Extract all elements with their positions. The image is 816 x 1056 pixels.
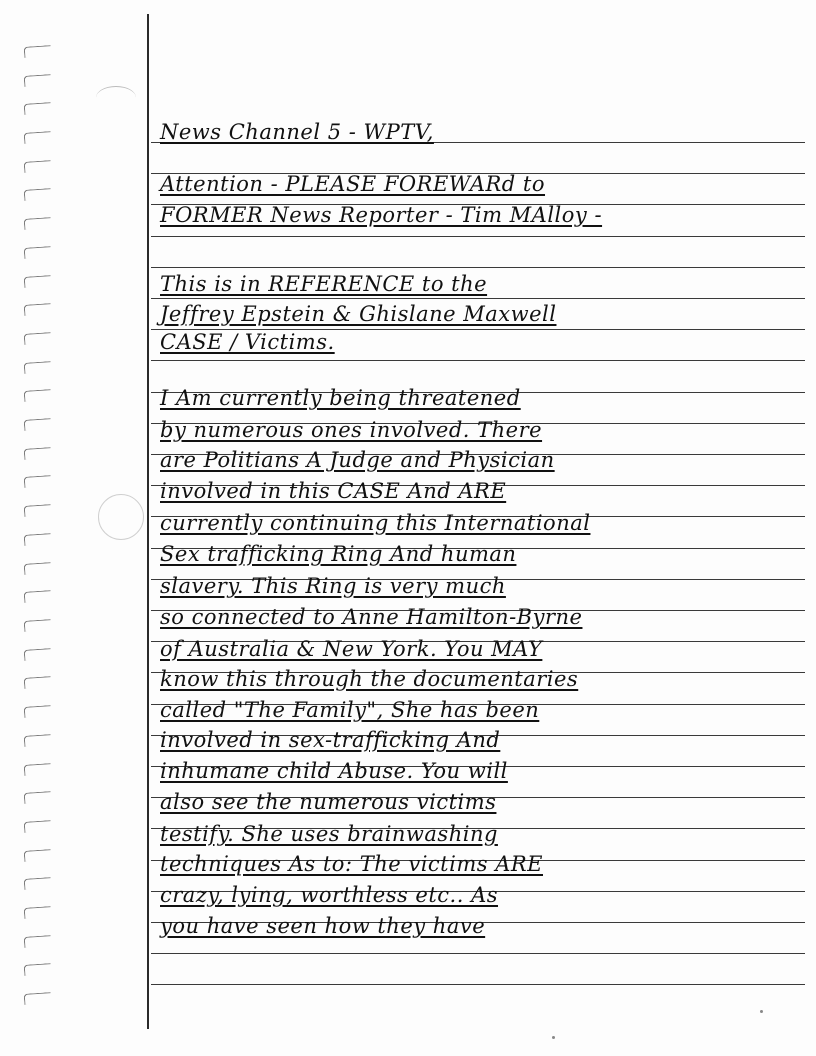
letter-line: Sex trafficking Ring And human (160, 542, 517, 566)
letter-line: CASE / Victims. (160, 330, 335, 354)
ruled-line (151, 236, 805, 237)
letter-line: involved in sex-trafficking And (160, 728, 501, 752)
letter-line: so connected to Anne Hamilton-Byrne (160, 605, 583, 629)
binding-mark (24, 275, 52, 288)
letter-line: News Channel 5 - WPTV, (160, 120, 434, 144)
letter-line: techniques As to: The victims ARE (160, 852, 543, 876)
binding-mark (24, 45, 52, 58)
binding-mark (24, 676, 52, 689)
letter-line: by numerous ones involved. There (160, 418, 543, 442)
binding-mark (24, 705, 52, 718)
ruled-line (151, 984, 805, 985)
letter-line: currently continuing this International (160, 511, 591, 535)
binding-mark (24, 906, 52, 919)
ruled-line (151, 953, 805, 954)
punch-hole-mark (98, 494, 144, 540)
ruled-line (151, 360, 805, 361)
binding-mark (24, 849, 52, 862)
letter-line: Attention - PLEASE FOREWARd to (160, 172, 546, 196)
letter-line: also see the numerous victims (160, 790, 497, 814)
letter-line: FORMER News Reporter - Tim MAlloy - (160, 203, 603, 227)
binding-mark (24, 820, 52, 833)
binding-mark (24, 102, 52, 115)
letter-line: This is in REFERENCE to the (160, 272, 488, 296)
letter-line: testify. She uses brainwashing (160, 822, 498, 846)
letter-line: called "The Family", She has been (160, 698, 540, 722)
letter-line: crazy, lying, worthless etc.. As (160, 883, 499, 907)
letter-line: of Australia & New York. You MAY (160, 637, 543, 661)
speck (552, 1036, 555, 1039)
binding-mark (24, 74, 52, 87)
binding-mark (24, 131, 52, 144)
binding-mark (24, 935, 52, 948)
binding-mark (24, 303, 52, 316)
letter-line: are Politians A Judge and Physician (160, 448, 555, 472)
binding-mark (24, 734, 52, 747)
binding-mark (24, 533, 52, 546)
binding-mark (24, 246, 52, 259)
binding-mark (24, 562, 52, 575)
binding-mark (24, 791, 52, 804)
binding-mark (24, 418, 52, 431)
letter-line: inhumane child Abuse. You will (160, 759, 508, 783)
letter-line: involved in this CASE And ARE (160, 479, 507, 503)
punch-hole-arc (96, 86, 136, 109)
binding-mark (24, 361, 52, 374)
letter-line: I Am currently being threatened (160, 386, 521, 410)
letter-line: Jeffrey Epstein & Ghislane Maxwell (160, 302, 557, 326)
binding-mark (24, 217, 52, 230)
letter-line: you have seen how they have (160, 914, 486, 938)
binding-mark (24, 992, 52, 1005)
binding-mark (24, 963, 52, 976)
binding-mark (24, 877, 52, 890)
binding-mark (24, 332, 52, 345)
binding-mark (24, 648, 52, 661)
margin-line (147, 14, 149, 1029)
binding-mark (24, 763, 52, 776)
binding-mark (24, 590, 52, 603)
speck (760, 1010, 763, 1013)
binding-mark (24, 619, 52, 632)
binding-mark (24, 160, 52, 173)
binding-mark (24, 447, 52, 460)
binding-mark (24, 389, 52, 402)
binding-mark (24, 475, 52, 488)
binding-mark (24, 504, 52, 517)
letter-line: slavery. This Ring is very much (160, 574, 506, 598)
binding-mark (24, 188, 52, 201)
letter-line: know this through the documentaries (160, 667, 579, 691)
